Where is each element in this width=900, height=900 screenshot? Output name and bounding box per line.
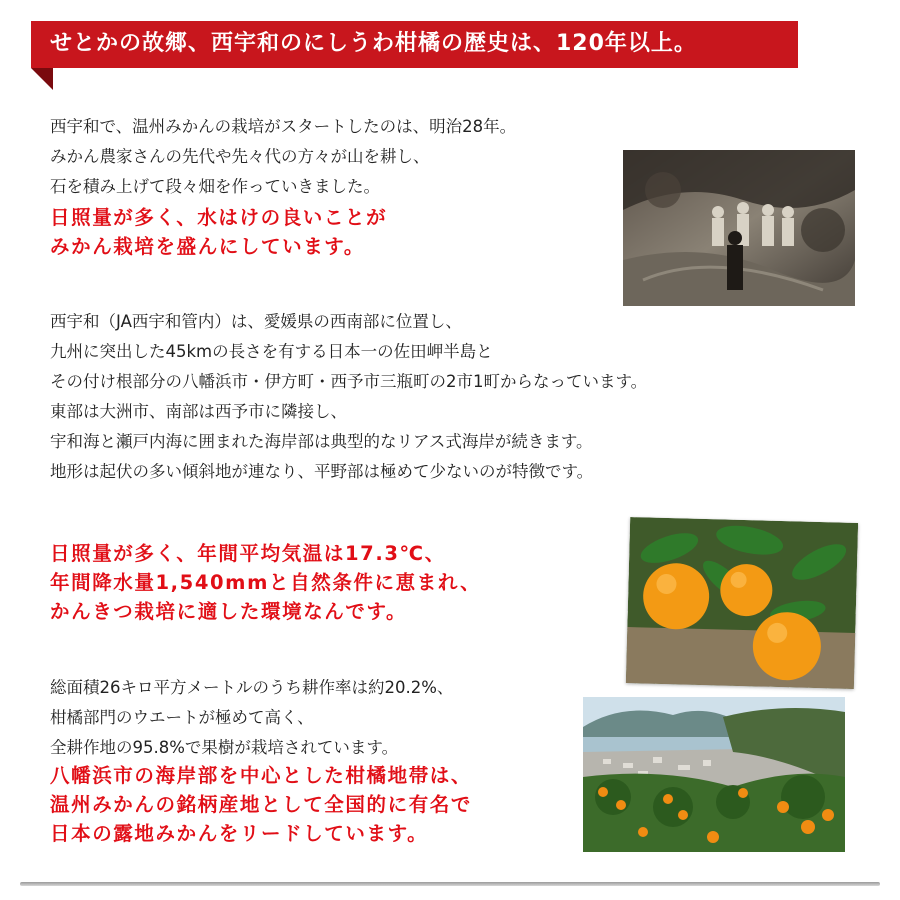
farming-paragraph xyxy=(50,673,453,763)
banner-fold xyxy=(31,68,53,90)
oranges-on-tree-photo xyxy=(626,517,858,689)
region-highlight xyxy=(50,761,472,848)
page-title: せとかの故郷、西宇和のにしうわ柑橘の歴史は、120年以上。 xyxy=(50,31,697,56)
highlight-line: 年間降水量1,540mmと自然条件に恵まれ、 xyxy=(50,571,482,594)
text-line: 宇和海と瀬戸内海に囲まれた海岸部は典型的なリアス式海岸が続きます。 xyxy=(50,432,593,451)
yawatahama-landscape-photo xyxy=(583,697,845,852)
text-line: 全耕作地の95.8%で果樹が栽培されています。 xyxy=(50,738,399,757)
text-line: みかん農家さんの先代や先々代の方々が山を耕し、 xyxy=(50,147,430,166)
text-line: その付け根部分の八幡浜市・伊方町・西予市三瓶町の2市1町からなっています。 xyxy=(50,372,648,391)
highlight-line: 温州みかんの銘柄産地として全国的に有名で xyxy=(50,793,473,816)
climate-highlight xyxy=(50,539,481,626)
text-line: 柑橘部門のウエートが極めて高く、 xyxy=(50,708,314,727)
geography-paragraph xyxy=(50,307,647,487)
text-line: 西宇和で、温州みかんの栽培がスタートしたのは、明治28年。 xyxy=(50,117,517,136)
text-line: 西宇和（JA西宇和管内）は、愛媛県の西南部に位置し、 xyxy=(50,312,462,331)
highlight-line: 日照量が多く、水はけの良いことが xyxy=(50,206,388,229)
text-line: 石を積み上げて段々畑を作っていきました。 xyxy=(50,177,380,196)
history-paragraph xyxy=(50,112,516,202)
text-line: 総面積26キロ平方メートルのうち耕作率は約20.2%、 xyxy=(50,678,454,697)
highlight-line: 日照量が多く、年間平均気温は17.3℃、 xyxy=(50,542,446,565)
history-highlight xyxy=(50,203,387,261)
text-line: 地形は起伏の多い傾斜地が連なり、平野部は極めて少ないのが特徴です。 xyxy=(50,462,594,481)
text-line: 東部は大洲市、南部は西予市に隣接し、 xyxy=(50,402,347,421)
highlight-line: みかん栽培を盛んにしています。 xyxy=(50,235,365,258)
footer-divider xyxy=(20,882,880,886)
historical-farmers-photo xyxy=(623,150,855,306)
text-line: 九州に突出した45kmの長さを有する日本一の佐田岬半島と xyxy=(50,342,493,361)
highlight-line: かんきつ栽培に適した環境なんです。 xyxy=(50,600,408,623)
highlight-line: 日本の露地みかんをリードしています。 xyxy=(50,822,429,845)
highlight-line: 八幡浜市の海岸部を中心とした柑橘地帯は、 xyxy=(50,764,473,787)
